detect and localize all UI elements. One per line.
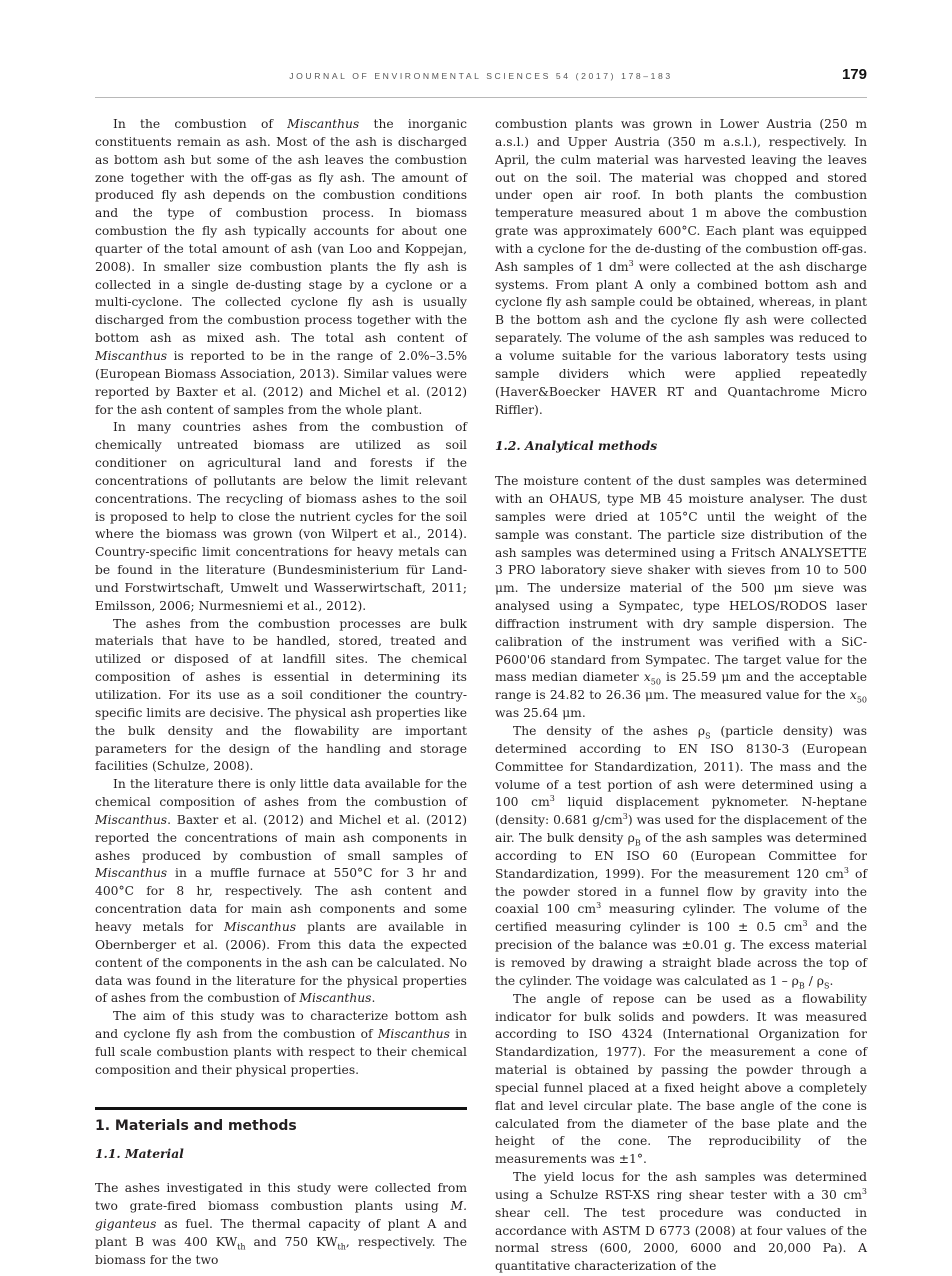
- paragraph: combustion plants was grown in Lower Austria (250 m a.s.l.) and Upper Austria (350 m a.s.l.), respectively. In April, the culm material was harvested leaving the leaves out on the soil. The material was chopped and stored under open air roof. In both plants the combustion temperature measured about 1 m above the combustion grate was approximately 600°C. Each plant was equipped with a cyclone for the de-dusting of the combustion off-gas. Ash samples of 1 $dm^3$ were collected at the ash discharge systems. From plant A only a combined bottom ash and cyclone fly ash sample could be obtained, whereas, in plant B the bottom ash and the cyclone fly ash were collected separately. The volume of the ash samples was reduced to a volume suitable for the various laboratory tests using sample dividers which were applied repeatedly (Haver&Boecker HAVER RT and Quantachrome Micro Riffler).: [495, 117, 867, 417]
- right-column: [495, 116, 867, 1276]
- paragraph: The density of the ashes $\rho_S$ (particle density) was determined according to EN ISO 8130-3 (European Committee for Standardization, 2011). The mass and the volume of a test portion of ash were determined using a 100 $cm^3$ liquid displacement pyknometer. N-heptane (density: 0.681 $g/cm^3$) was used for the displacement of the air. The bulk density $\rho_B$ of the ash samples was determined according to EN ISO 60 (European Committee for Standardization, 1999). For the measurement 120 $cm^3$ of the powder stored in a funnel flow by gravity into the coaxial 100 $cm^3$ measuring cylinder. The volume of the certified measuring cylinder is 100 ± 0.5 $cm^3$ and the precision of the balance was ±0.01 g. The excess material is removed by drawing a straight blade across the top of the cylinder. The voidage was calculated as $1 - \rho_B / \rho_S$.: [495, 724, 868, 991]
- subsection-title: 1.2. Analytical methods: [495, 438, 658, 454]
- section-divider: [95, 1107, 467, 1110]
- running-header: [95, 66, 867, 88]
- paragraph: The ashes investigated in this study were collected from two grate-fired biomass combustion plants using M. giganteus as fuel. The thermal capacity of plant A and plant B was 400 $KW_{th}$ and 750 $KW_{th}$, respectively. The biomass for the two: [95, 1181, 467, 1267]
- paragraph: In many countries ashes from the combustion of chemically untreated biomass are utilized as soil conditioner on agricultural land and forests if the concentrations of pollutants are below the limit relevant concentrations. The recycling of biomass ashes to the soil is proposed to help to close the nutrient cycles for the soil where the biomass was grown (von Wilpert et al., 2014). Country-specific limit concentrations for heavy metals can be found in the literature (Bundesministerium für Land- und Forstwirtschaft, Umwelt und Wasserwirtschaft, 2011; Emilsson, 2006; Nurmesniemi et al., 2012).: [95, 420, 467, 613]
- page-number: 179: [841, 66, 867, 83]
- subsection-title: 1.1. Material: [95, 1145, 184, 1161]
- paragraph: The moisture content of the dust samples was determined with an OHAUS, type MB 45 moisture analyser. The dust samples were dried at 105°C until the weight of the sample was constant. The particle size distribution of the ash samples was determined using a Fritsch ANALYSETTE 3 PRO laboratory sieve shaker with sieves from 10 to 500 μm. The undersize material of the 500 μm sieve was analysed using a Sympatec, type HELOS/RODOS laser diffraction instrument with dry sample dispersion. The calibration of the instrument was verified with a SiC-P600'06 standard from Sympatec. The target value for the mass median diameter $x_{50}$ is 25.59 μm and the acceptable range is 24.82 to 26.36 μm. The measured value for the $x_{50}$ was 25.64 μm.: [495, 474, 867, 721]
- header-divider: [95, 97, 867, 98]
- paragraph: The ashes from the combustion processes are bulk materials that have to be handled, stored, treated and utilized or disposed of at landfill sites. The chemical composition of ashes is essential in determining its utilization. For its use as a soil conditioner the country-specific limits are decisive. The physical ash properties like the bulk density and the flowability are important parameters for the design of the handling and storage facilities (Schulze, 2008).: [95, 616, 467, 774]
- paragraph: The yield locus for the ash samples was determined using a Schulze RST-XS ring shear tester with a 30 $cm^3$ shear cell. The test procedure was conducted in accordance with ASTM D 6773 (2008) at four values of the normal stress (600, 2000, 6000 and 20,000 Pa). A quantitative characterization of the: [495, 1170, 867, 1274]
- paragraph: The angle of repose can be used as a flowability indicator for bulk solids and powders. It was measured according to ISO 4324 (International Organization for Standardization, 1977). For the measurement a cone of material is obtained by passing the powder through a special funnel placed at a fixed height above a completely flat and level circular plate. The base angle of the cone is calculated from the diameter of the base plate and the height of the cone. The reproducibility of the measurements was ±1°.: [495, 991, 867, 1167]
- journal-citation: JOURNAL OF ENVIRONMENTAL SCIENCES 54 (2017) 178–183: [289, 71, 673, 81]
- left-column: [95, 116, 467, 1270]
- paragraph: In the literature there is only little data available for the chemical composition of ashes from the combustion of Miscanthus. Baxter et al. (2012) and Michel et al. (2012) reported the concentrations of main ash components in ashes produced by combustion of small samples of Miscanthus in a muffle furnace at 550°C for 3 hr and 400°C for 8 hr, respectively. The ash content and concentration data for main ash components and some heavy metals for Miscanthus plants are available in Obernberger et al. (2006). From this data the expected content of the components in the ash can be calculated. No data was found in the literature for the physical properties of ashes from the combustion of Miscanthus.: [95, 777, 467, 1006]
- section-title: 1. Materials and methods: [95, 1117, 297, 1134]
- paragraph: The aim of this study was to characterize bottom ash and cyclone fly ash from the combustion of Miscanthus in full scale combustion plants with respect to their chemical composition and their physical properties.: [95, 1009, 467, 1077]
- paragraph: In the combustion of Miscanthus the inorganic constituents remain as ash. Most of the ash is discharged as bottom ash but some of the ash leaves the combustion zone together with the off-gas as fly ash. The amount of produced fly ash depends on the combustion conditions and the type of combustion process. In biomass combustion the fly ash typically accounts for about one quarter of the total amount of ash (van Loo and Koppejan, 2008). In smaller size combustion plants the fly ash is collected in a single de-dusting stage by a cyclone or a multi-cyclone. The collected cyclone fly ash is usually discharged from the combustion process together with the bottom ash as mixed ash. The total ash content of Miscanthus is reported to be in the range of 2.0%–3.5% (European Biomass Association, 2013). Similar values were reported by Baxter et al. (2012) and Michel et al. (2012) for the ash content of samples from the whole plant.: [95, 117, 467, 417]
